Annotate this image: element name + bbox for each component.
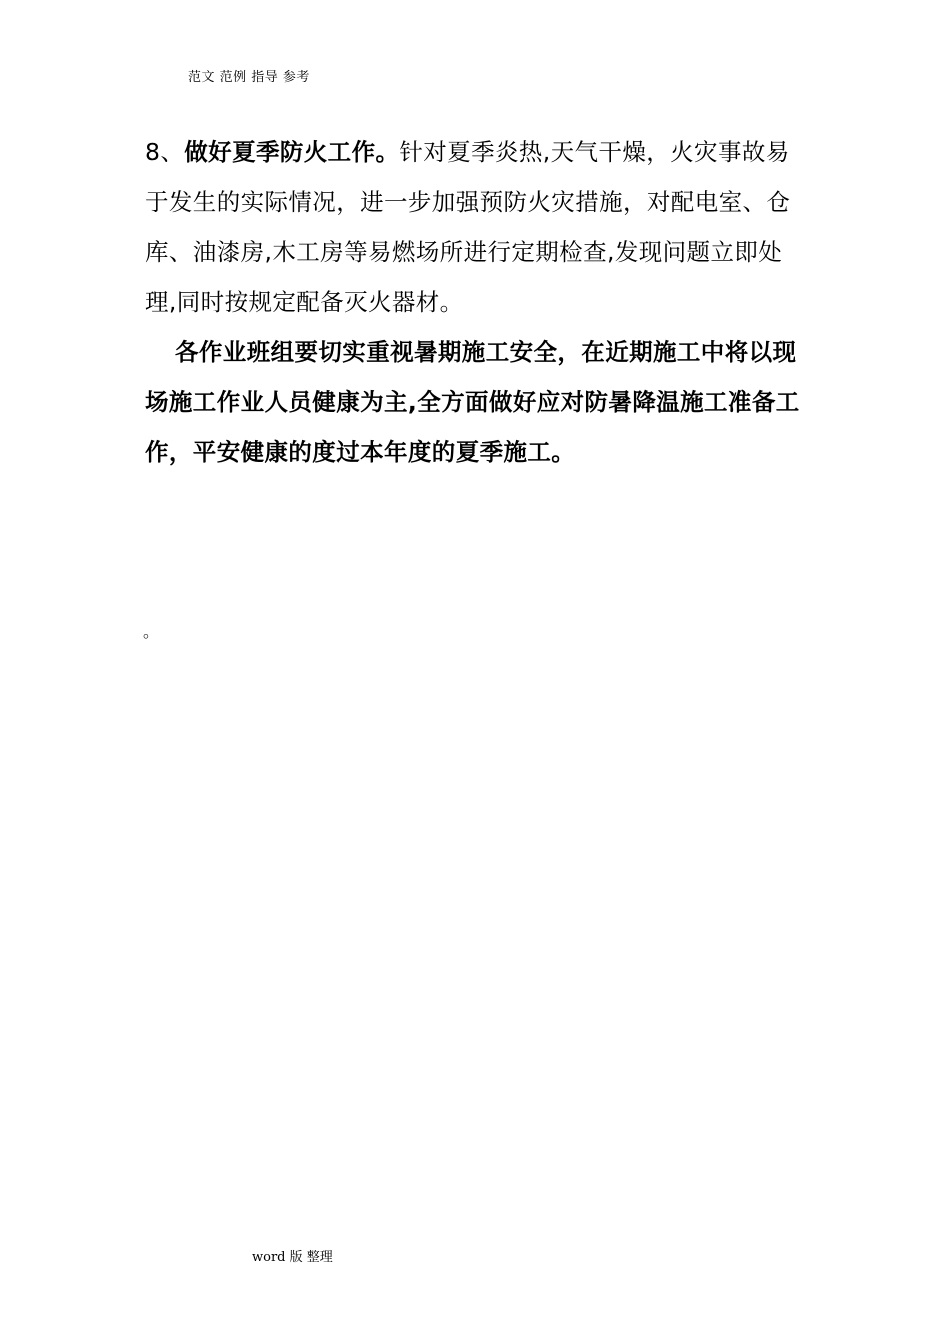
stray-punctuation: 。	[143, 622, 160, 641]
closing-paragraph: 各作业班组要切实重视暑期施工安全，在近期施工中将以现场施工作业人员健康为主,全方面做好应对防暑降温施工准备工作，平安健康的度过本年度的夏季施工。	[145, 338, 800, 466]
page-footer: word 版 整理	[252, 1250, 333, 1265]
item-heading: 做好夏季防火工作。	[184, 138, 400, 166]
item-number: 8、	[145, 138, 185, 166]
paragraph-item-8	[145, 127, 810, 327]
item-body: 针对夏季炎热,天气干燥，火灾事故易于发生的实际情况，进一步加强预防火灾措施，对配电室、仓库、油漆房,木工房等易燃场所进行定期检查,发现问题立即处理,同时按规定配备灭火器材。	[145, 138, 791, 316]
page-header: 范文 范例 指导 参考	[188, 70, 310, 85]
